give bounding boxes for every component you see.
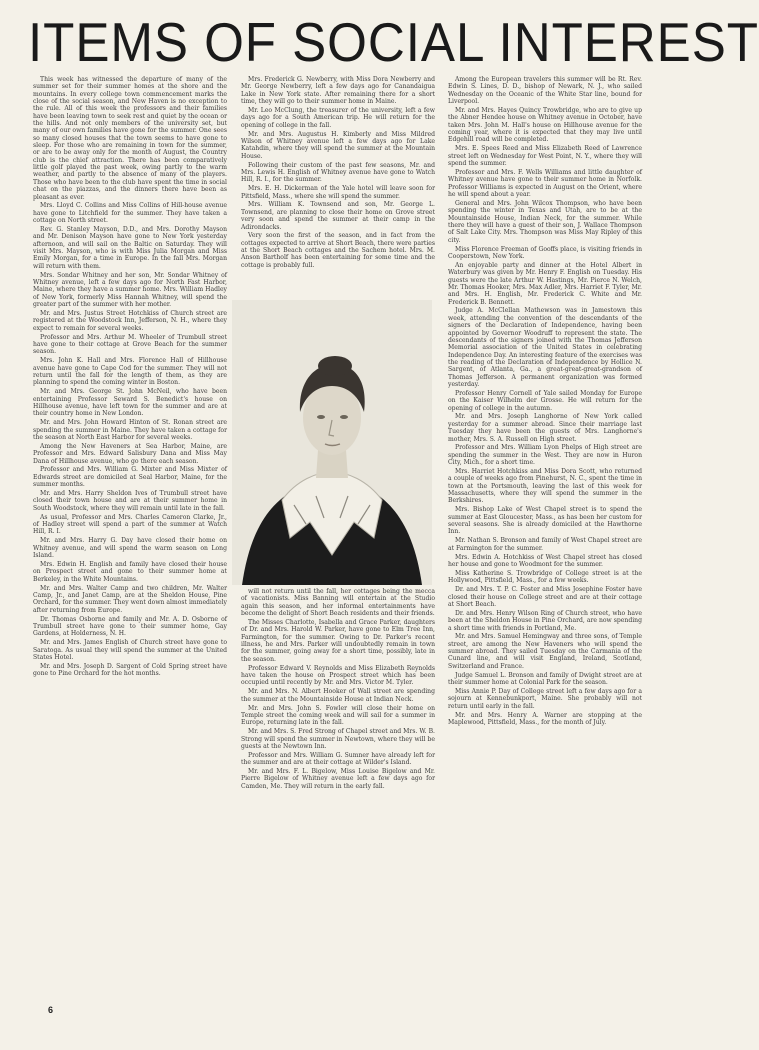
- portrait-photo: [232, 300, 432, 585]
- paragraph: As usual, Professor and Mrs. Charles Cameron Clarke, Jr., of Hadley street will spend a part of the summer at Watch Hill, R. I.: [33, 513, 227, 536]
- paragraph: Mrs. William K. Townsend and son, Mr. George L. Townsend, are planning to close their home on Grove street very soon and spend the summer at their camp in the Adirondacks.: [241, 201, 435, 231]
- paragraph: Mr. and Mrs. Henry A. Warner are stopping at the Maplewood, Pittsfield, Mass., for the month of July.: [448, 711, 642, 726]
- column-middle-bottom: [241, 588, 435, 968]
- paragraph: The Misses Charlotte, Isabella and Grace Parker, daughters of Dr. and Mrs. Harold W. Parker, have gone to Elm Tree Inn, Farmington, for the summer. Owing to Dr. Parker's recent illness, he and Mrs. Parker will undoubtedly remain in town for the summer, going away for a short time, possibly, late in the season.: [241, 618, 435, 663]
- paragraph: Rev. G. Stanley Mayson, D.D., and Mrs. Dorothy Mayson and Mr. Denison Mayson have gone to New York yesterday afternoon, and will sail on the Baltic on Saturday. They will visit Mrs. Mayson, who is with Miss Julia Morgan and Miss Emily Morgan, for a time in Europe. In the fall Mrs. Morgan will return with them.: [33, 226, 227, 270]
- paragraph: Mrs. Lloyd C. Collins and Miss Collins of Hill-house avenue have gone to Litchfield for the summer. They have taken a cottage on North street.: [33, 202, 227, 225]
- paragraph: Professor Henry Cornell of Yale sailed Monday for Europe on the Kaiser Wilhelm der Grosse. He will return for the opening of college in the autumn.: [448, 389, 642, 412]
- paragraph: Miss Katherine S. Trowbridge of College street is at the Hollywood, Pittsfield, Mass., for a few weeks.: [448, 569, 642, 585]
- paragraph: Mrs. E. H. Dickerman of the Yale hotel will leave soon for Pittsfield, Mass., where she will spend the summer.: [241, 185, 435, 200]
- paragraph: Mr. and Mrs. George St. John McNeil, who have been entertaining Professor Seward S. Benedict's house on Hillhouse avenue, have left town for the summer and are at their country home in New London.: [33, 388, 227, 418]
- paragraph: Mrs. Edwin H. English and family have closed their house on Prospect street and gone to their summer home at Berkeley, in the White Mountains.: [33, 560, 227, 583]
- paragraph: will not return until the fall, her cottages being the mecca of vacationists. Miss Banning will entertain at the Studio again this season, and her informal entertainments have become the delight of Short Beach residents and their friends.: [241, 588, 435, 618]
- paragraph: Among the European travelers this summer will be Rt. Rev. Edwin S. Lines, D. D., bishop of Newark, N. J., who sailed Wednesday on the Oceanic of the White Star line, bound for Liverpool.: [448, 76, 642, 106]
- column-right: [448, 76, 642, 996]
- paragraph: Dr. and Mrs. Henry Wilson Ring of Church street, who have been at the Sheldon House in Pine Orchard, are now spending a short time with friends in Portland, Me.: [448, 609, 642, 632]
- paragraph: Mr. and Mrs. F. L. Bigelow, Miss Louise Bigelow and Mr. Pierre Bigelow of Whitney avenue left a few days ago for Camden, Me. They will return in the early fall.: [241, 768, 435, 790]
- paragraph: Professor and Mrs. William G. Sumner have already left for the summer and are at their cottage at Wilder's Island.: [241, 751, 435, 767]
- paragraph: Following their custom of the past few seasons, Mr. and Mrs. Lewis H. English of Whitney avenue have gone to Watch Hill, R. I., for the summer.: [241, 161, 435, 184]
- paragraph: Mr. and Mrs. Joseph D. Sargent of Cold Spring street have gone to Pine Orchard for the hot months.: [33, 662, 227, 678]
- paragraph: Among the New Haveners at Sea Harbor, Maine, are Professor and Mrs. Edward Salisbury Dana and Miss May Dana of Hillhouse avenue, who go there each season.: [33, 442, 227, 465]
- paragraph: Mr. Nathan S. Bronson and family of West Chapel street are at Farmington for the summer.: [448, 537, 642, 552]
- paragraph: Mrs. Frederick G. Newberry, with Miss Dora Newberry and Mr. George Newberry, left a few days ago for Canandaigua Lake in New York state. After remaining there for a short time, they will go to their summer home in Maine.: [241, 76, 435, 106]
- paragraph: Very soon the first of the season, and in fact from the cottages expected to arrive at Short Beach, there were parties at the Short Beach cottages and the Sachem hotel. Mrs. M. Anson Bartholf has been entertaining for some time and the cottage is probably full.: [241, 232, 435, 269]
- paragraph: Judge Samuel L. Bronson and family of Dwight street are at their summer home at Colonial Park for the season.: [448, 671, 642, 687]
- paragraph: Dr. and Mrs. T. P. C. Foster and Miss Josephine Foster have closed their house on College street and are at their cottage at Short Beach.: [448, 586, 642, 608]
- page-title: ITEMS OF SOCIAL INTEREST: [28, 11, 759, 73]
- paragraph: Mrs. Edwin A. Hotchkiss of West Chapel street has closed her house and gone to Woodmont for the summer.: [448, 553, 642, 568]
- paragraph: Mr. and Mrs. Harry Sheldon Ives of Trumbull street have closed their town house and are at their summer home in South Woodstock, where they will remain until late in the fall.: [33, 490, 227, 512]
- paragraph: Professor and Mrs. William G. Mixter and Miss Mixter of Edwards street are domiciled at Seal Harbor, Maine, for the summer months.: [33, 466, 227, 489]
- paragraph: Professor and Mrs. William Lyon Phelps of High street are spending the summer in the West. They are now in Huron City, Mich., for a short time.: [448, 444, 642, 467]
- paragraph: An enjoyable party and dinner at the Hotel Albert in Waterbury was given by Mr. Henry F. English on Tuesday. His guests were the late Arthur W. Hastings, Mr. Pierce N. Welch, Mr. Thomas Hooker, Mrs. Max Adler, Mrs. Harriet F. Tyler, Mr. and Mrs. H. English, Mr. Frederick C. White and Mr. Frederick B. Bennett.: [448, 261, 642, 306]
- paragraph: Mr. and Mrs. James English of Church street have gone to Saratoga. As usual they will spend the summer at the United States Hotel.: [33, 639, 227, 661]
- paragraph: Mr. and Mrs. N. Albert Hooker of Wall street are spending the summer at the Mountainside House at Indian Neck.: [241, 688, 435, 703]
- paragraph: Miss Annie P. Day of College street left a few days ago for a sojourn at Kennebunkport, Maine. She probably will not return until early in the fall.: [448, 688, 642, 710]
- paragraph: Mrs. John K. Hall and Mrs. Florence Hall of Hillhouse avenue have gone to Cape Cod for the summer. They will not return until the fall for the length of them, as they are planning to spend the coming winter in Boston.: [33, 357, 227, 387]
- paragraph: Dr. Thomas Osborne and family and Mr. A. D. Osborne of Trumbull street have gone to their summer home, Gay Gardens, at Holderness, N. H.: [33, 615, 227, 638]
- paragraph: Mrs. Bishop Lake of West Chapel street is to spend the summer at East Gloucester, Mass., as has been her custom for several seasons. She is already domiciled at the Hawthorne Inn.: [448, 506, 642, 536]
- paragraph: Mr. and Mrs. Augustus H. Kimberly and Miss Mildred Wilson of Whitney avenue left a few days ago for Lake Katahdin, where they will spend the summer at the Mountain House.: [241, 130, 435, 160]
- paragraph: Mr. and Mrs. Justus Street Hotchkiss of Church street are registered at the Woodstock Inn, Jefferson, N. H., where they expect to remain for several weeks.: [33, 310, 227, 332]
- paragraph: This week has witnessed the departure of many of the summer set for their summer homes at the shore and the mountains. In every college town commencement marks the close of the social season, and New Haven is no exception to the rule. All of this week the professors and their families have been leaving town to seek rest and quiet by the ocean or the hills. And not only members of the university set, but many of our own families have gone for the summer. One sees so many closed houses that the town seems to have gone to sleep. For those who are remaining in town for the summer, or are to be away only for the month of August, the Country club is the chief attraction. There has been comparatively little golf played the past week, owing partly to the warm weather, and partly to the absence of many of the players. Those who have been to the club have spent the time in social chat on the piazzas, and the dinners there have been as pleasant as ever.: [33, 76, 227, 201]
- paragraph: General and Mrs. John Wilcox Thompson, who have been spending the winter in Texas and Utah, are to be at the Mountainside House, Indian Neck, for the summer. While there they will have a guest of their son, J. Wallace Thompson of Salt Lake City. Mrs. Thompson was Miss May Ripley of this city.: [448, 199, 642, 244]
- paragraph: Professor Edward V. Reynolds and Miss Elizabeth Reynolds have taken the house on Prospect street which has been occupied until recently by Mr. and Mrs. Victor M. Tyler.: [241, 664, 435, 687]
- paragraph: Mr. and Mrs. Samuel Hemingway and three sons, of Temple street, are among the New Haveners who will spend the summer abroad. They sailed Tuesday on the Carmania of the Cunard line, and will visit England, Ireland, Scotland, Switzerland and France.: [448, 633, 642, 670]
- paragraph: Professor and Mrs. F. Wells Williams and little daughter of Whitney avenue have gone to their summer home in Norfolk. Professor Williams is expected in August on the Orient, where he will spend about a year.: [448, 168, 642, 198]
- paragraph: Mr. and Mrs. Walter Camp and two children, Mr. Walter Camp, Jr., and Janet Camp, are at the Sheldon House, Pine Orchard, for the summer. They went down almost immediately after returning from Europe.: [33, 584, 227, 614]
- paragraph: Mr. and Mrs. Harry G. Day have closed their home on Whitney avenue, and will spend the warm season on Long Island.: [33, 537, 227, 560]
- paragraph: Mrs. Harriet Hotchkiss and Miss Dora Scott, who returned a couple of weeks ago from Pinehurst, N. C., spent the time in town at the Portsmouth, leaving the last of this week for Massachusetts, where they will spend the summer in the Berkshires.: [448, 468, 642, 505]
- paragraph: Mr. and Mrs. S. Fred Strong of Chapel street and Mrs. W. B. Strong will spend the summer in Newtown, where they will be guests at the Newtown Inn.: [241, 728, 435, 750]
- column-left: [33, 76, 227, 996]
- column-middle-top: [241, 76, 435, 298]
- page-number: 6: [48, 1005, 54, 1015]
- paragraph: Mr. and Mrs. Joseph Langhorne of New York called yesterday for a summer abroad. Since their marriage last Tuesday they have been the guests of Mrs. Langhorne's mother, Mrs. S. A. Russell on High street.: [448, 413, 642, 443]
- paragraph: Miss Florence Freeman of Gooffs place, is visiting friends in Cooperstown, New York.: [448, 245, 642, 260]
- paragraph: Mr. and Mrs. John S. Fowler will close their home on Temple street the coming week and will sail for a summer in Europe, returning late in the fall.: [241, 704, 435, 727]
- paragraph: Mrs. Sondar Whitney and her son, Mr. Sondar Whitney of Whitney avenue, left a few days ago for North Fast Harbor, Maine, where they have a summer home. Mrs. William Hadley of New York, formerly Miss Hannah Whitney, will spend the greater part of the summer with her mother.: [33, 271, 227, 309]
- paragraph: Judge A. McClellan Mathewson was in Jamestown this week, attending the convention of the descendants of the signers of the Declaration of Independence, having been appointed by Governor Woodruff to represent the state. The descendants of the signers joined with the Thomas Jefferson Memorial association of the United States in celebrating Independence Day. An interesting feature of the exercises was the reading of the Declaration of Independence by Hollice N. Sargent, of Atlanta, Ga., a great-great-great-grandson of Thomas Jefferson. A permanent organization was formed yesterday.: [448, 307, 642, 388]
- paragraph: Mr. Leo McClung, the treasurer of the university, left a few days ago for a South American trip. He will return for the opening of college in the fall.: [241, 106, 435, 129]
- paragraph: Mrs. E. Spees Reed and Miss Elizabeth Reed of Lawrence street left on Wednesday for West Point, N. Y., where they will spend the summer.: [448, 145, 642, 167]
- paragraph: Mr. and Mrs. John Howard Hinton of St. Ronan street are spending the summer in Maine. They have taken a cottage for the season at North East Harbor for several weeks.: [33, 419, 227, 441]
- paragraph: Mr. and Mrs. Hayes Quincy Trowbridge, who are to give up the Abner Hendee house on Whitney avenue in October, have taken Mrs. John M. Hall's house on Hillhouse avenue for the coming year, where it is expected that they may live until Edgehill road will be completed.: [448, 106, 642, 144]
- paragraph: Professor and Mrs. Arthur M. Wheeler of Trumbull street have gone to their cottage at Grove Beach for the summer season.: [33, 333, 227, 356]
